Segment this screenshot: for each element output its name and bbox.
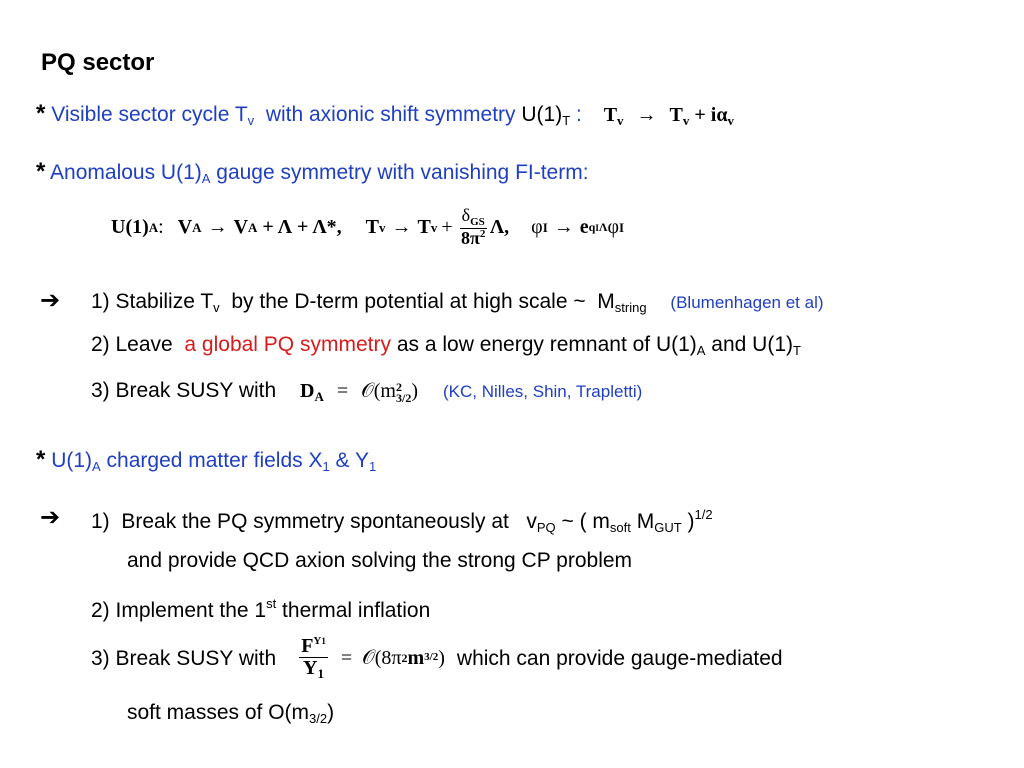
bullet-anomalous-u1 (36, 160, 589, 185)
gs-fraction: $\frac{\delta_{GS}}{8\pi^2}$ (461, 204, 486, 249)
stabilize-item: 1) Stabilize $T_v$ by the D-term potential at high scale ~ $M_{string}$ (Blumenhagen et al) (91, 290, 824, 315)
bullet-star: * (36, 446, 46, 473)
line2-text: Anomalous $U(1)_A$ gauge symmetry with vanishing FI-term: (50, 161, 589, 186)
arrow-icon: ➔ (40, 287, 61, 314)
bullet-charged-matter (36, 448, 376, 473)
arrow-icon: ➔ (40, 504, 61, 531)
thermal-inflation-item: 2) Implement the 1st thermal inflation (91, 596, 431, 622)
shift-symmetry-equation: $T_v \to T_v + i\alpha_v$ (603, 104, 735, 128)
fy-fraction: $\frac{F^{Y1}}{Y_1}$ (301, 634, 326, 681)
kc-nilles-reference: (KC, Nilles, Shin, Trapletti) (443, 382, 643, 401)
fy-equation: $\frac{F^{Y1}}{Y_1}$ = 𝒪(8π 2 m 3/2 ) (301, 634, 445, 681)
line3-text: $U(1)_A$ charged matter fields $X_1$ & $Y_1$ (51, 449, 377, 474)
break-susy-item-1: 3) Break SUSY with $D_A$ = 𝒪(m 2 3/2 ) (KC, Nilles, Shin, Trapletti) (91, 379, 643, 405)
line1-text: Visible sector cycle $T_v$ with axionic shift symmetry (51, 103, 522, 128)
slide-title: PQ sector (41, 49, 155, 76)
line1-u1t: $U(1)_T$ (521, 103, 571, 128)
blumenhagen-reference: (Blumenhagen et al) (670, 293, 824, 312)
gauge-transformation-equation: U(1) A : V A → V A + Λ + Λ*, T v → T v + $\frac{\delta_{GS}}{8\pi^2}$ Λ, φ I → e qIΛ φ I (111, 204, 625, 249)
bullet-visible-sector (36, 102, 734, 127)
bullet-star: * (36, 100, 46, 127)
global-pq-symmetry-text: a global PQ symmetry (184, 333, 391, 356)
break-susy-item-2: 3) Break SUSY with $\frac{F^{Y1}}{Y_1}$ = 𝒪(8π 2 m 3/2 ) which can provide gauge-mediated (91, 634, 783, 681)
da-equation: $D_A$ = 𝒪(m 2 3/2 ) (300, 380, 418, 405)
leave-item: 2) Leave a global PQ symmetry as a low energy remnant of $U(1)_A$ and $U(1)_T$ (91, 333, 801, 358)
soft-masses-line: soft masses of $O(m_{3/2})$ (127, 701, 335, 726)
bullet-star: * (36, 158, 46, 185)
qcd-axion-line: and provide QCD axion solving the strong CP problem (127, 549, 633, 572)
break-pq-item: 1) Break the PQ symmetry spontaneously at $v_{PQ}$ ~ ( $m_{soft}$ $M_{GUT}$ )$^{1/2}$ (91, 507, 713, 535)
line1-colon: : (570, 103, 582, 126)
